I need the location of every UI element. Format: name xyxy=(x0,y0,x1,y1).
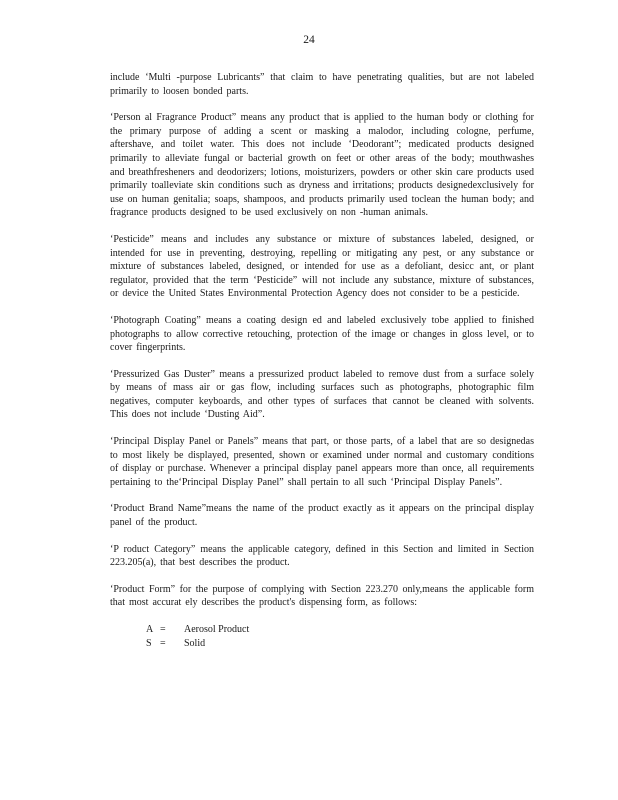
list-item xyxy=(146,637,534,651)
paragraph-personal-fragrance-product: ‘Person al Fragrance Product” means any product that is applied to the human body or clothing for the primary purpose of adding a scent or masking a malodor, including cologne, perfume, aftershave, and toilet water. This does not include ‘Deodorant”; medicated products designed primarily to alleviate fungal or bacterial growth on feet or other areas of the body; mouthwashes and breathfresheners and deodorizers; lotions, moisturizers, powders or other skin care products used primarily toalleviate skin conditions such as dryness and irritations; products designedexclusively for use on human genitalia; soaps, shampoos, and products primarily used toclean the human body; and fragrance products designed to be used exclusively on non -human animals. xyxy=(110,112,534,219)
form-code: A xyxy=(146,624,154,635)
paragraph-pressurized-gas-duster: ‘Pressurized Gas Duster” means a pressurized product labeled to remove dust from a surface solely by means of mass air or gas flow, including surfaces such as photographs, photographic film negatives, computer keyboards, and other types of surfaces that cannot be cleaned with solvents. This does not include ‘Dusting Aid”. xyxy=(110,368,534,421)
paragraph-product-category: ‘P roduct Category” means the applicable category, defined in this Section and limited in Section 223.205(a), that best describes the product. xyxy=(110,543,534,569)
paragraph-photograph-coating: ‘Photograph Coating” means a coating design ed and labeled exclusively tobe applied to finished photographs to allow corrective retouching, protection of the image or changes in gloss level, or to cover fingerprints. xyxy=(110,314,534,354)
equals-sign: = xyxy=(160,624,166,635)
list-item xyxy=(146,623,534,637)
product-form-list xyxy=(146,623,534,650)
document-body xyxy=(110,71,534,650)
form-label: Solid xyxy=(184,637,206,649)
paragraph-pesticide: ‘Pesticide” means and includes any substance or mixture of substances labeled, designed, or intended for use in preventing, destroying, repelling or mitigating any pest, or any substance or mixture of substances labeled, designed, or intended for use as a defoliant, desicc ant, or plant regulator, provided that the term ‘Pesticide” will not include any substance, mixture of substances, or device the United States Environmental Protection Agency does not consider to be a pesticide. xyxy=(110,233,534,300)
paragraph-product-form: ‘Product Form” for the purpose of complying with Section 223.270 only,means the applicable form that most accurat ely describes the product's dispensing form, as follows: xyxy=(110,583,534,609)
form-code: S xyxy=(146,637,152,649)
form-label: Aerosol Product xyxy=(184,624,250,635)
paragraph-principal-display-panel: ‘Principal Display Panel or Panels” means that part, or those parts, of a label that are so designedas to most likely be displayed, presented, shown or examined under normal and customary conditions of display or purchase. Whenever a principal display panel appears more than once, all requirements pertaining to the‘Principal Display Panel” shall pertain to all such ‘Principal Display Panels”. xyxy=(110,436,534,488)
paragraph-product-brand-name: ‘Product Brand Name”means the name of the product exactly as it appears on the principal display panel of the product. xyxy=(110,503,534,529)
paragraph-lubricants-continuation: include ‘Multi -purpose Lubricants” that claim to have penetrating qualities, but are not labeled primarily to loosen bonded parts. xyxy=(110,72,534,97)
equals-sign: = xyxy=(160,637,166,649)
page-number: 24 xyxy=(303,34,315,46)
